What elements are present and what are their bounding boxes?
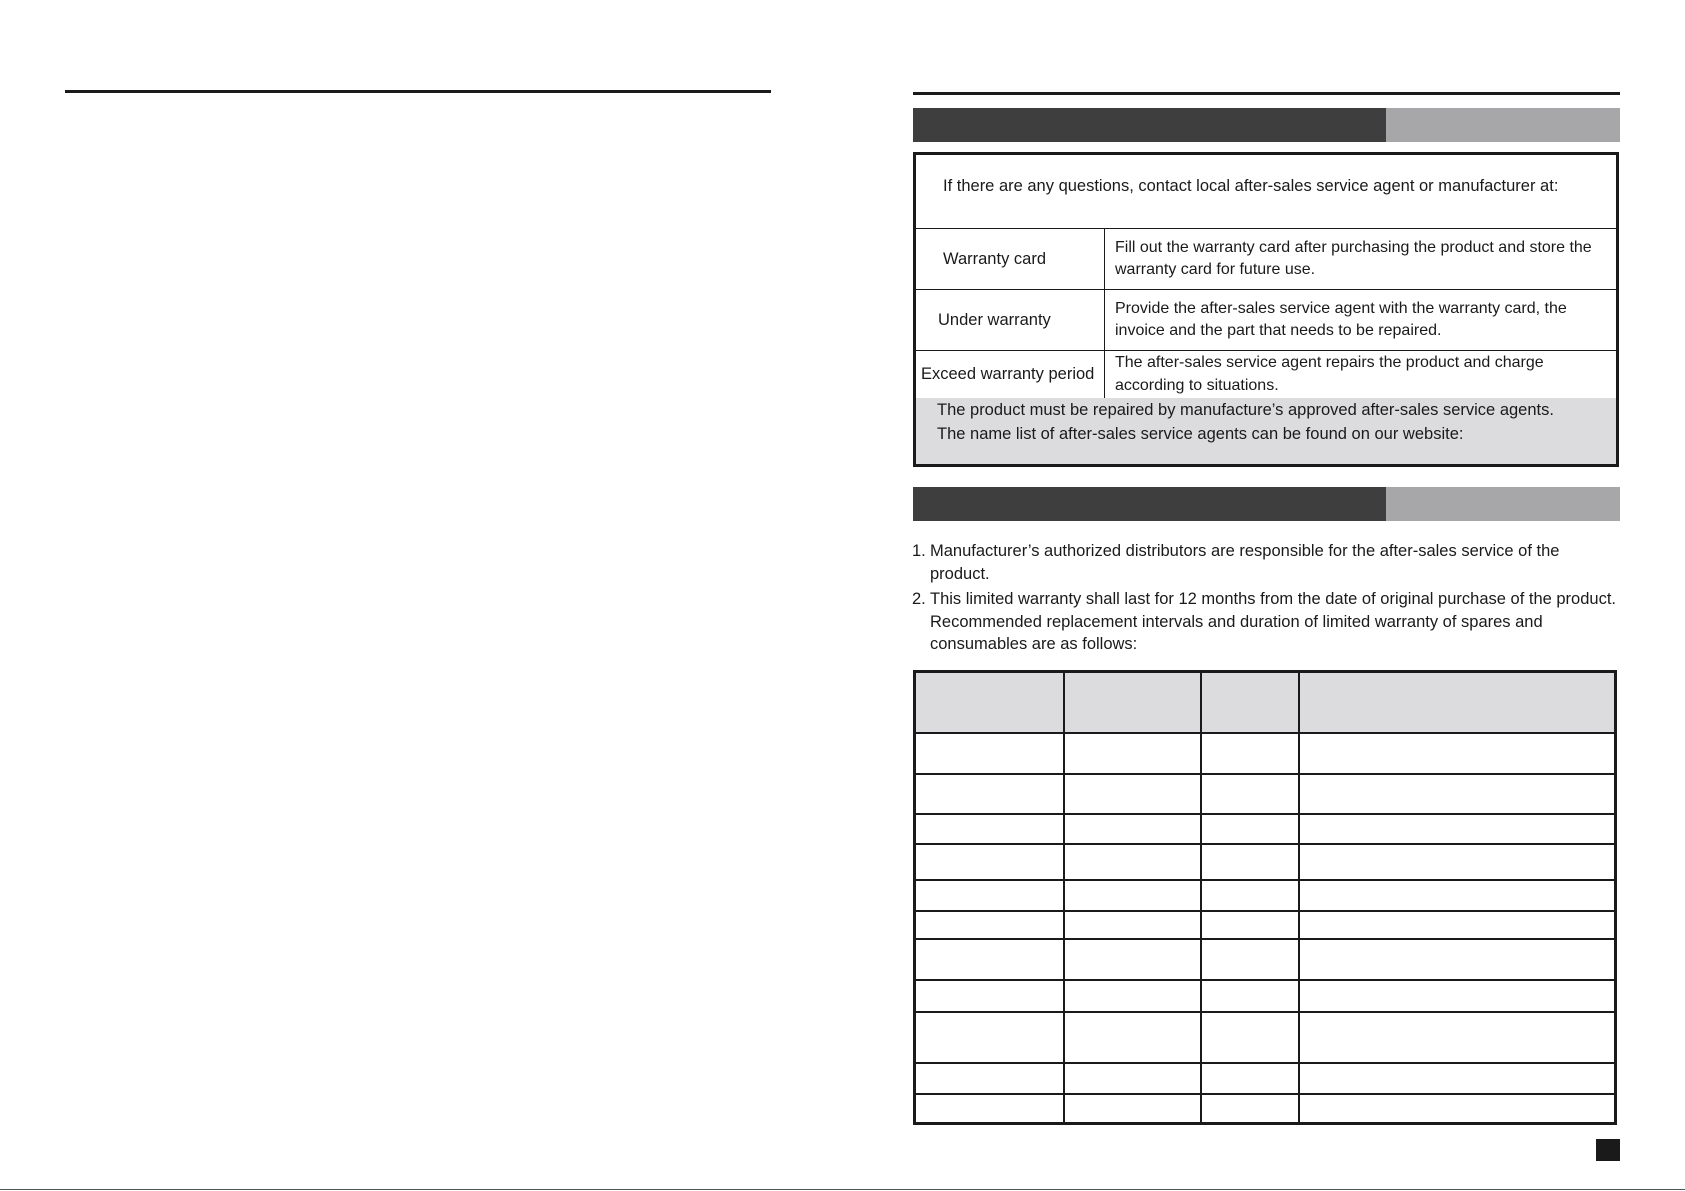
- section-bar-dark: [913, 487, 1386, 521]
- section-bar-light: [1386, 108, 1620, 142]
- table-column-divider: [1063, 673, 1065, 1122]
- warranty-list-item: [912, 540, 1622, 585]
- table-row-divider: [916, 773, 1614, 775]
- contact-row-label: Under warranty: [916, 290, 1105, 350]
- contact-info-table: [913, 152, 1619, 467]
- bottom-edge-line: [0, 1189, 1685, 1190]
- warranty-section-bar: [913, 487, 1620, 521]
- table-column-divider: [1200, 673, 1202, 1122]
- contact-row-text: Fill out the warranty card after purchasing the product and store the warranty card for future use.: [1115, 238, 1592, 278]
- warranty-list-item: [912, 588, 1622, 656]
- table-row-divider: [916, 938, 1614, 940]
- contact-row-text: Provide the after-sales service agent with the warranty card, the invoice and the part that needs to be repaired.: [1115, 299, 1567, 339]
- list-item-text: This limited warranty shall last for 12 months from the date of original purchase of the product. Recommended replacement intervals and duration of limited warranty of spares and consumables are as follows:: [930, 590, 1616, 653]
- list-item-text: Manufacturer’s authorized distributors are responsible for the after-sales service of the product.: [930, 542, 1560, 583]
- list-item-number: 1.: [912, 542, 926, 560]
- page-number-marker: [1596, 1139, 1620, 1161]
- table-row-divider: [916, 1093, 1614, 1095]
- table-column-divider: [1298, 673, 1300, 1122]
- spares-consumables-table: [913, 670, 1617, 1125]
- contact-row-under-warranty: [916, 290, 1616, 351]
- contact-row-label: Warranty card: [916, 229, 1105, 289]
- service-agent-note: [916, 398, 1616, 464]
- table-row-divider: [916, 879, 1614, 881]
- table-row-divider: [916, 1062, 1614, 1064]
- contact-intro: If there are any questions, contact local after-sales service agent or manufacturer at:: [916, 155, 1616, 229]
- table-row-divider: [916, 910, 1614, 912]
- section-bar-dark: [913, 108, 1386, 142]
- list-item-number: 2.: [912, 590, 926, 608]
- table-row-divider: [916, 813, 1614, 815]
- contact-row-text: The after-sales service agent repairs the product and charge according to situations.: [1115, 354, 1544, 394]
- left-page-header-rule: [65, 90, 771, 93]
- contact-section-bar: [913, 108, 1620, 142]
- contact-row-warranty-card: [916, 229, 1616, 290]
- table-row-divider: [916, 843, 1614, 845]
- service-agent-note-line: The name list of after-sales service agents can be found on our website:: [937, 424, 1464, 443]
- section-bar-light: [1386, 487, 1620, 521]
- contact-row-exceed-warranty: [916, 351, 1616, 398]
- table-row-divider: [916, 1011, 1614, 1013]
- service-agent-note-line: The product must be repaired by manufacture’s approved after-sales service agents.: [937, 401, 1554, 419]
- table-row-divider: [916, 979, 1614, 981]
- contact-row-label: Exceed warranty period: [916, 351, 1105, 398]
- table-header-row: [916, 673, 1614, 734]
- right-page-header-rule: [913, 92, 1620, 95]
